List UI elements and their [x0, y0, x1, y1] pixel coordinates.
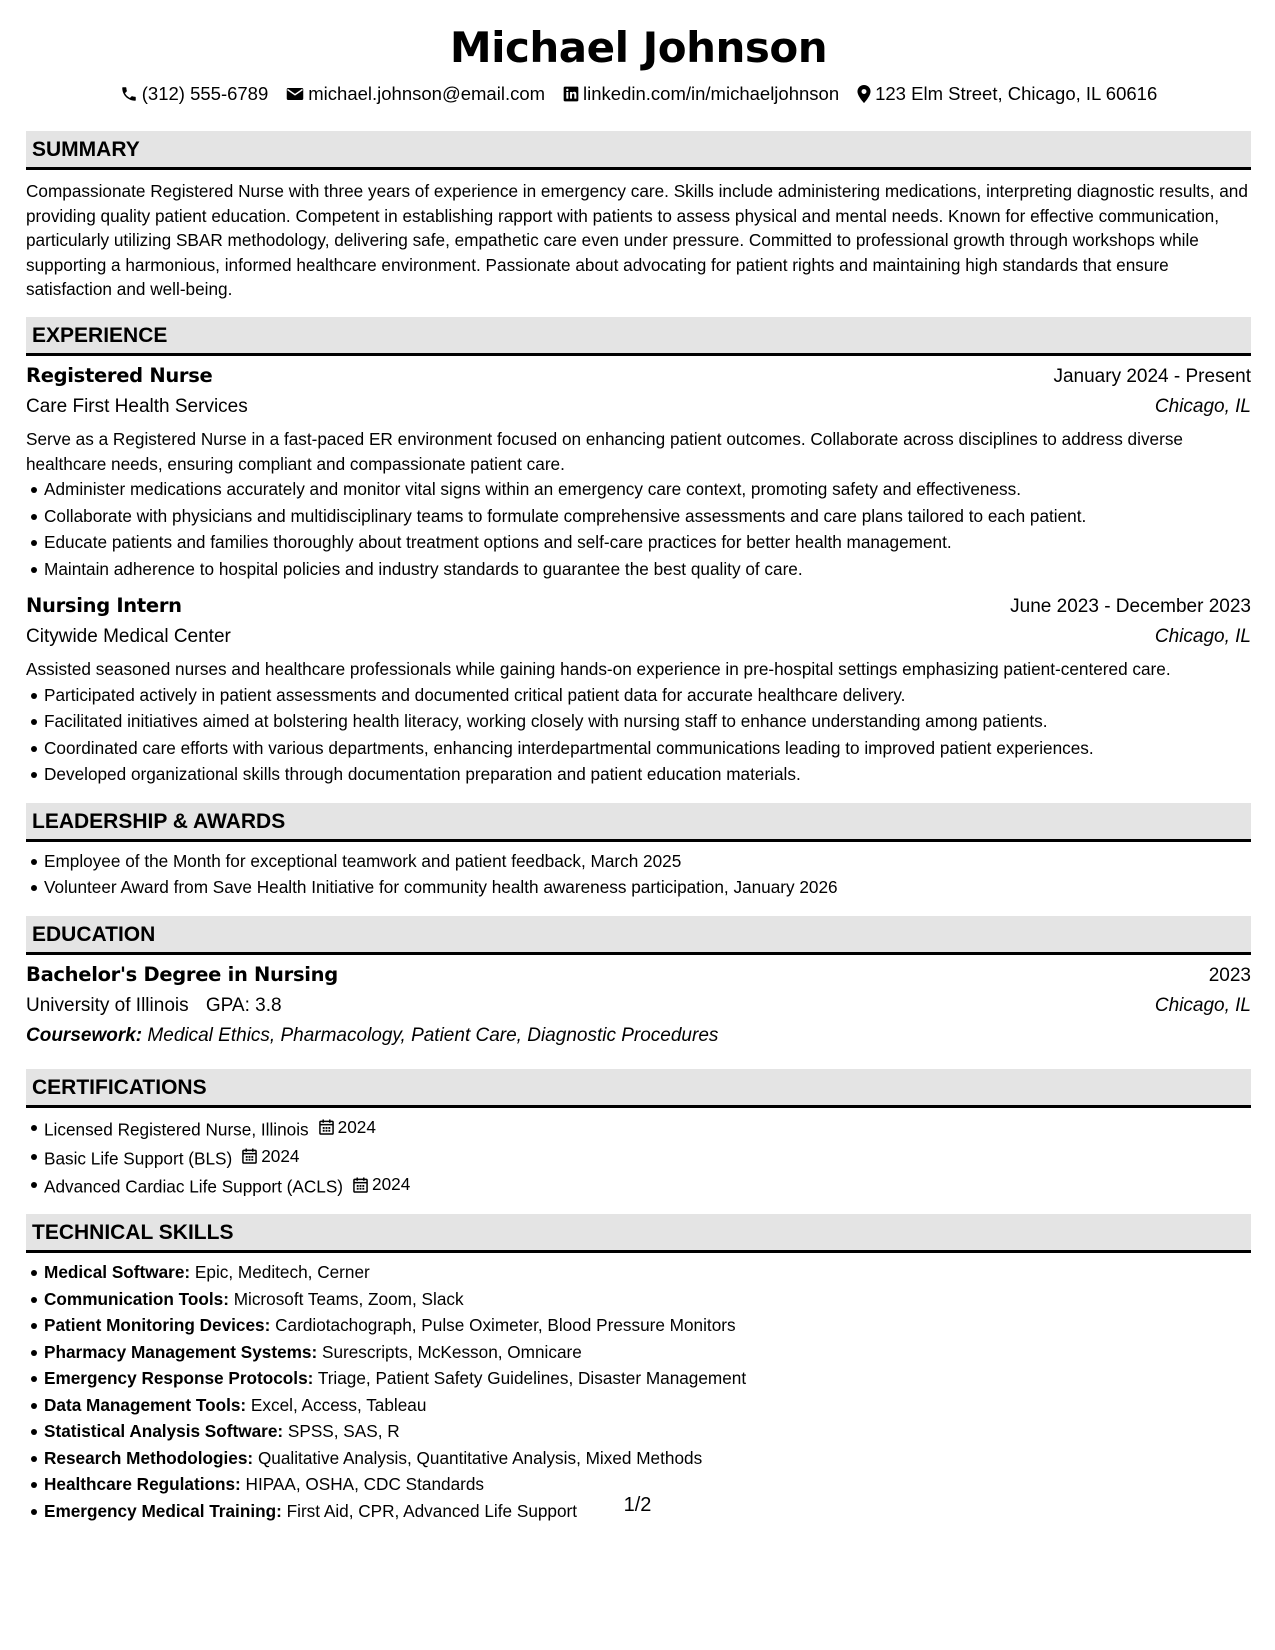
job-title: Registered Nurse [26, 363, 213, 387]
skill-label: Medical Software: [44, 1262, 191, 1282]
list-item: Collaborate with physicians and multidisciplinary teams to formulate comprehensive assessments and care plans tailored to each patient. [44, 503, 1251, 530]
section-header-skills: TECHNICAL SKILLS [26, 1214, 1251, 1253]
job-dates: June 2023 - December 2023 [1010, 596, 1251, 618]
job-company: Care First Health Services [26, 395, 248, 417]
contact-phone [120, 80, 269, 108]
job-description: Assisted seasoned nurses and healthcare professionals while gaining hands-on experience in pre-hospital settings emphasizing patient-centered care. [26, 659, 1171, 680]
school-line [26, 991, 282, 1021]
envelope-icon [286, 86, 304, 102]
skills-list [26, 1259, 1251, 1524]
degree-title: Bachelor's Degree in Nursing [26, 962, 338, 986]
skill-value: Microsoft Teams, Zoom, Slack [233, 1288, 464, 1309]
section-header-leadership: LEADERSHIP & AWARDS [26, 803, 1251, 842]
job-company: Citywide Medical Center [26, 626, 231, 648]
list-item: Educate patients and families thoroughly about treatment options and self-care practices for better health management. [44, 529, 1251, 556]
list-item [44, 1114, 1251, 1143]
linkedin-text: linkedin.com/in/michaeljohnson [583, 83, 840, 104]
linkedin-icon [563, 86, 579, 102]
skill-value: HIPAA, OSHA, CDC Standards [245, 1474, 485, 1494]
certifications-section [26, 1069, 1251, 1200]
skills-section [26, 1214, 1251, 1524]
summary-text: Compassionate Registered Nurse with three years of experience in emergency care. Skills include administering medications, interpreting diagnostic results, and providing quality patient education. Competent in establishing rapport with patients to assess physical and mental needs. Known for effective communication, particularly utilizing SBAR methodology, delivering safe, empathetic care even under pressure. Committed to professional growth through workshops while supporting a harmonious, informed healthcare environment. Passionate about advocating for patient rights and maintaining high standards that ensure satisfaction and well-being. [26, 181, 1248, 300]
list-item: Employee of the Month for exceptional teamwork and patient feedback, March 2025 [44, 848, 1251, 875]
skill-label: Patient Monitoring Devices: [44, 1315, 271, 1335]
contact-row [26, 80, 1251, 108]
cert-year: 2024 [261, 1145, 300, 1166]
job-bullets [26, 682, 1251, 788]
summary-section [26, 131, 1251, 302]
skill-value: Epic, Meditech, Cerner [194, 1262, 370, 1282]
skill-value: Qualitative Analysis, Quantitative Analysis, Mixed Methods [257, 1447, 703, 1468]
job-location: Chicago, IL [1154, 626, 1251, 648]
section-header-certifications: CERTIFICATIONS [26, 1069, 1251, 1108]
list-item [44, 1339, 1251, 1366]
skill-label: Healthcare Regulations: [44, 1474, 241, 1494]
school-location: Chicago, IL [1154, 994, 1251, 1016]
skill-value: Cardiotachograph, Pulse Oximeter, Blood Pressure Monitors [275, 1315, 736, 1335]
cert-name: Basic Life Support (BLS) [44, 1147, 233, 1168]
cert-name: Licensed Registered Nurse, Illinois [44, 1119, 309, 1139]
calendar-icon [353, 1177, 368, 1193]
job-entry [26, 591, 1251, 788]
email-text: michael.johnson@email.com [308, 83, 546, 104]
experience-section [26, 317, 1251, 788]
candidate-name: Michael Johnson [449, 23, 828, 72]
gpa: GPA: 3.8 [205, 994, 282, 1016]
list-item: Administer medications accurately and monitor vital signs within an emergency care context, promoting safety and effectiveness. [44, 476, 1251, 503]
skill-value: Surescripts, McKesson, Omnicare [322, 1341, 582, 1362]
list-item: Volunteer Award from Save Health Initiative for community health awareness participation, January 2026 [44, 874, 1251, 901]
list-item [44, 1418, 1251, 1445]
skill-value: Triage, Patient Safety Guidelines, Disaster Management [317, 1368, 747, 1388]
section-header-experience: EXPERIENCE [26, 317, 1251, 356]
job-entry [26, 361, 1251, 582]
skill-value: SPSS, SAS, R [287, 1421, 400, 1441]
section-header-summary: SUMMARY [26, 131, 1251, 170]
graduation-year: 2023 [1208, 964, 1251, 986]
job-location: Chicago, IL [1154, 395, 1251, 417]
certifications-list [26, 1114, 1251, 1200]
list-item [44, 1365, 1251, 1392]
education-section [26, 916, 1251, 1051]
skill-label: Pharmacy Management Systems: [44, 1341, 318, 1362]
cert-year: 2024 [372, 1174, 411, 1195]
contact-linkedin[interactable] [563, 80, 839, 108]
coursework-label: Coursework: [26, 1024, 143, 1046]
coursework [26, 1021, 1251, 1051]
list-item: Coordinated care efforts with various departments, enhancing interdepartmental communications leading to improved patient experiences. [44, 735, 1251, 762]
skill-label: Emergency Medical Training: [44, 1500, 282, 1521]
skill-label: Research Methodologies: [44, 1447, 254, 1468]
list-item [44, 1392, 1251, 1419]
skill-label: Communication Tools: [44, 1288, 229, 1309]
list-item: Maintain adherence to hospital policies and industry standards to guarantee the best quality of care. [44, 556, 1251, 583]
map-pin-icon [857, 85, 871, 103]
cert-year: 2024 [337, 1116, 376, 1137]
list-item [44, 1445, 1251, 1472]
skill-value: First Aid, CPR, Advanced Life Support [286, 1500, 578, 1521]
skill-label: Emergency Response Protocols: [44, 1368, 314, 1388]
leadership-list [26, 848, 1251, 901]
list-item: Participated actively in patient assessments and documented critical patient data for accurate healthcare delivery. [44, 682, 1251, 709]
list-item [44, 1171, 1251, 1200]
list-item [44, 1143, 1251, 1172]
cert-name: Advanced Cardiac Life Support (ACLS) [44, 1176, 344, 1197]
phone-text: (312) 555-6789 [141, 83, 269, 104]
page-number: 1/2 [623, 1494, 652, 1516]
list-item: Developed organizational skills through documentation preparation and patient education materials. [44, 761, 1251, 788]
job-description: Serve as a Registered Nurse in a fast-paced ER environment focused on enhancing patient outcomes. Collaborate across disciplines to address diverse healthcare needs, ensuring compliant and compassionate patient care. [26, 428, 1183, 474]
job-bullets [26, 476, 1251, 582]
list-item [44, 1312, 1251, 1339]
coursework-list: Medical Ethics, Pharmacology, Patient Care, Diagnostic Procedures [147, 1024, 719, 1046]
calendar-icon [319, 1119, 334, 1135]
skill-value: Excel, Access, Tableau [250, 1394, 427, 1415]
calendar-icon [242, 1148, 257, 1164]
list-item [44, 1259, 1251, 1286]
resume-page [26, 18, 1251, 1524]
contact-email[interactable] [286, 80, 545, 108]
list-item: Facilitated initiatives aimed at bolstering health literacy, working closely with nursing staff to enhance understanding among patients. [44, 708, 1251, 735]
address-text: 123 Elm Street, Chicago, IL 60616 [875, 83, 1158, 104]
skill-label: Statistical Analysis Software: [44, 1421, 284, 1441]
list-item [44, 1286, 1251, 1313]
contact-address [857, 80, 1157, 108]
job-title: Nursing Intern [26, 594, 182, 618]
school-name: University of Illinois [26, 994, 189, 1016]
skill-label: Data Management Tools: [44, 1394, 247, 1415]
section-header-education: EDUCATION [26, 916, 1251, 955]
job-dates: January 2024 - Present [1053, 365, 1251, 387]
phone-icon [120, 85, 138, 103]
leadership-section [26, 803, 1251, 901]
